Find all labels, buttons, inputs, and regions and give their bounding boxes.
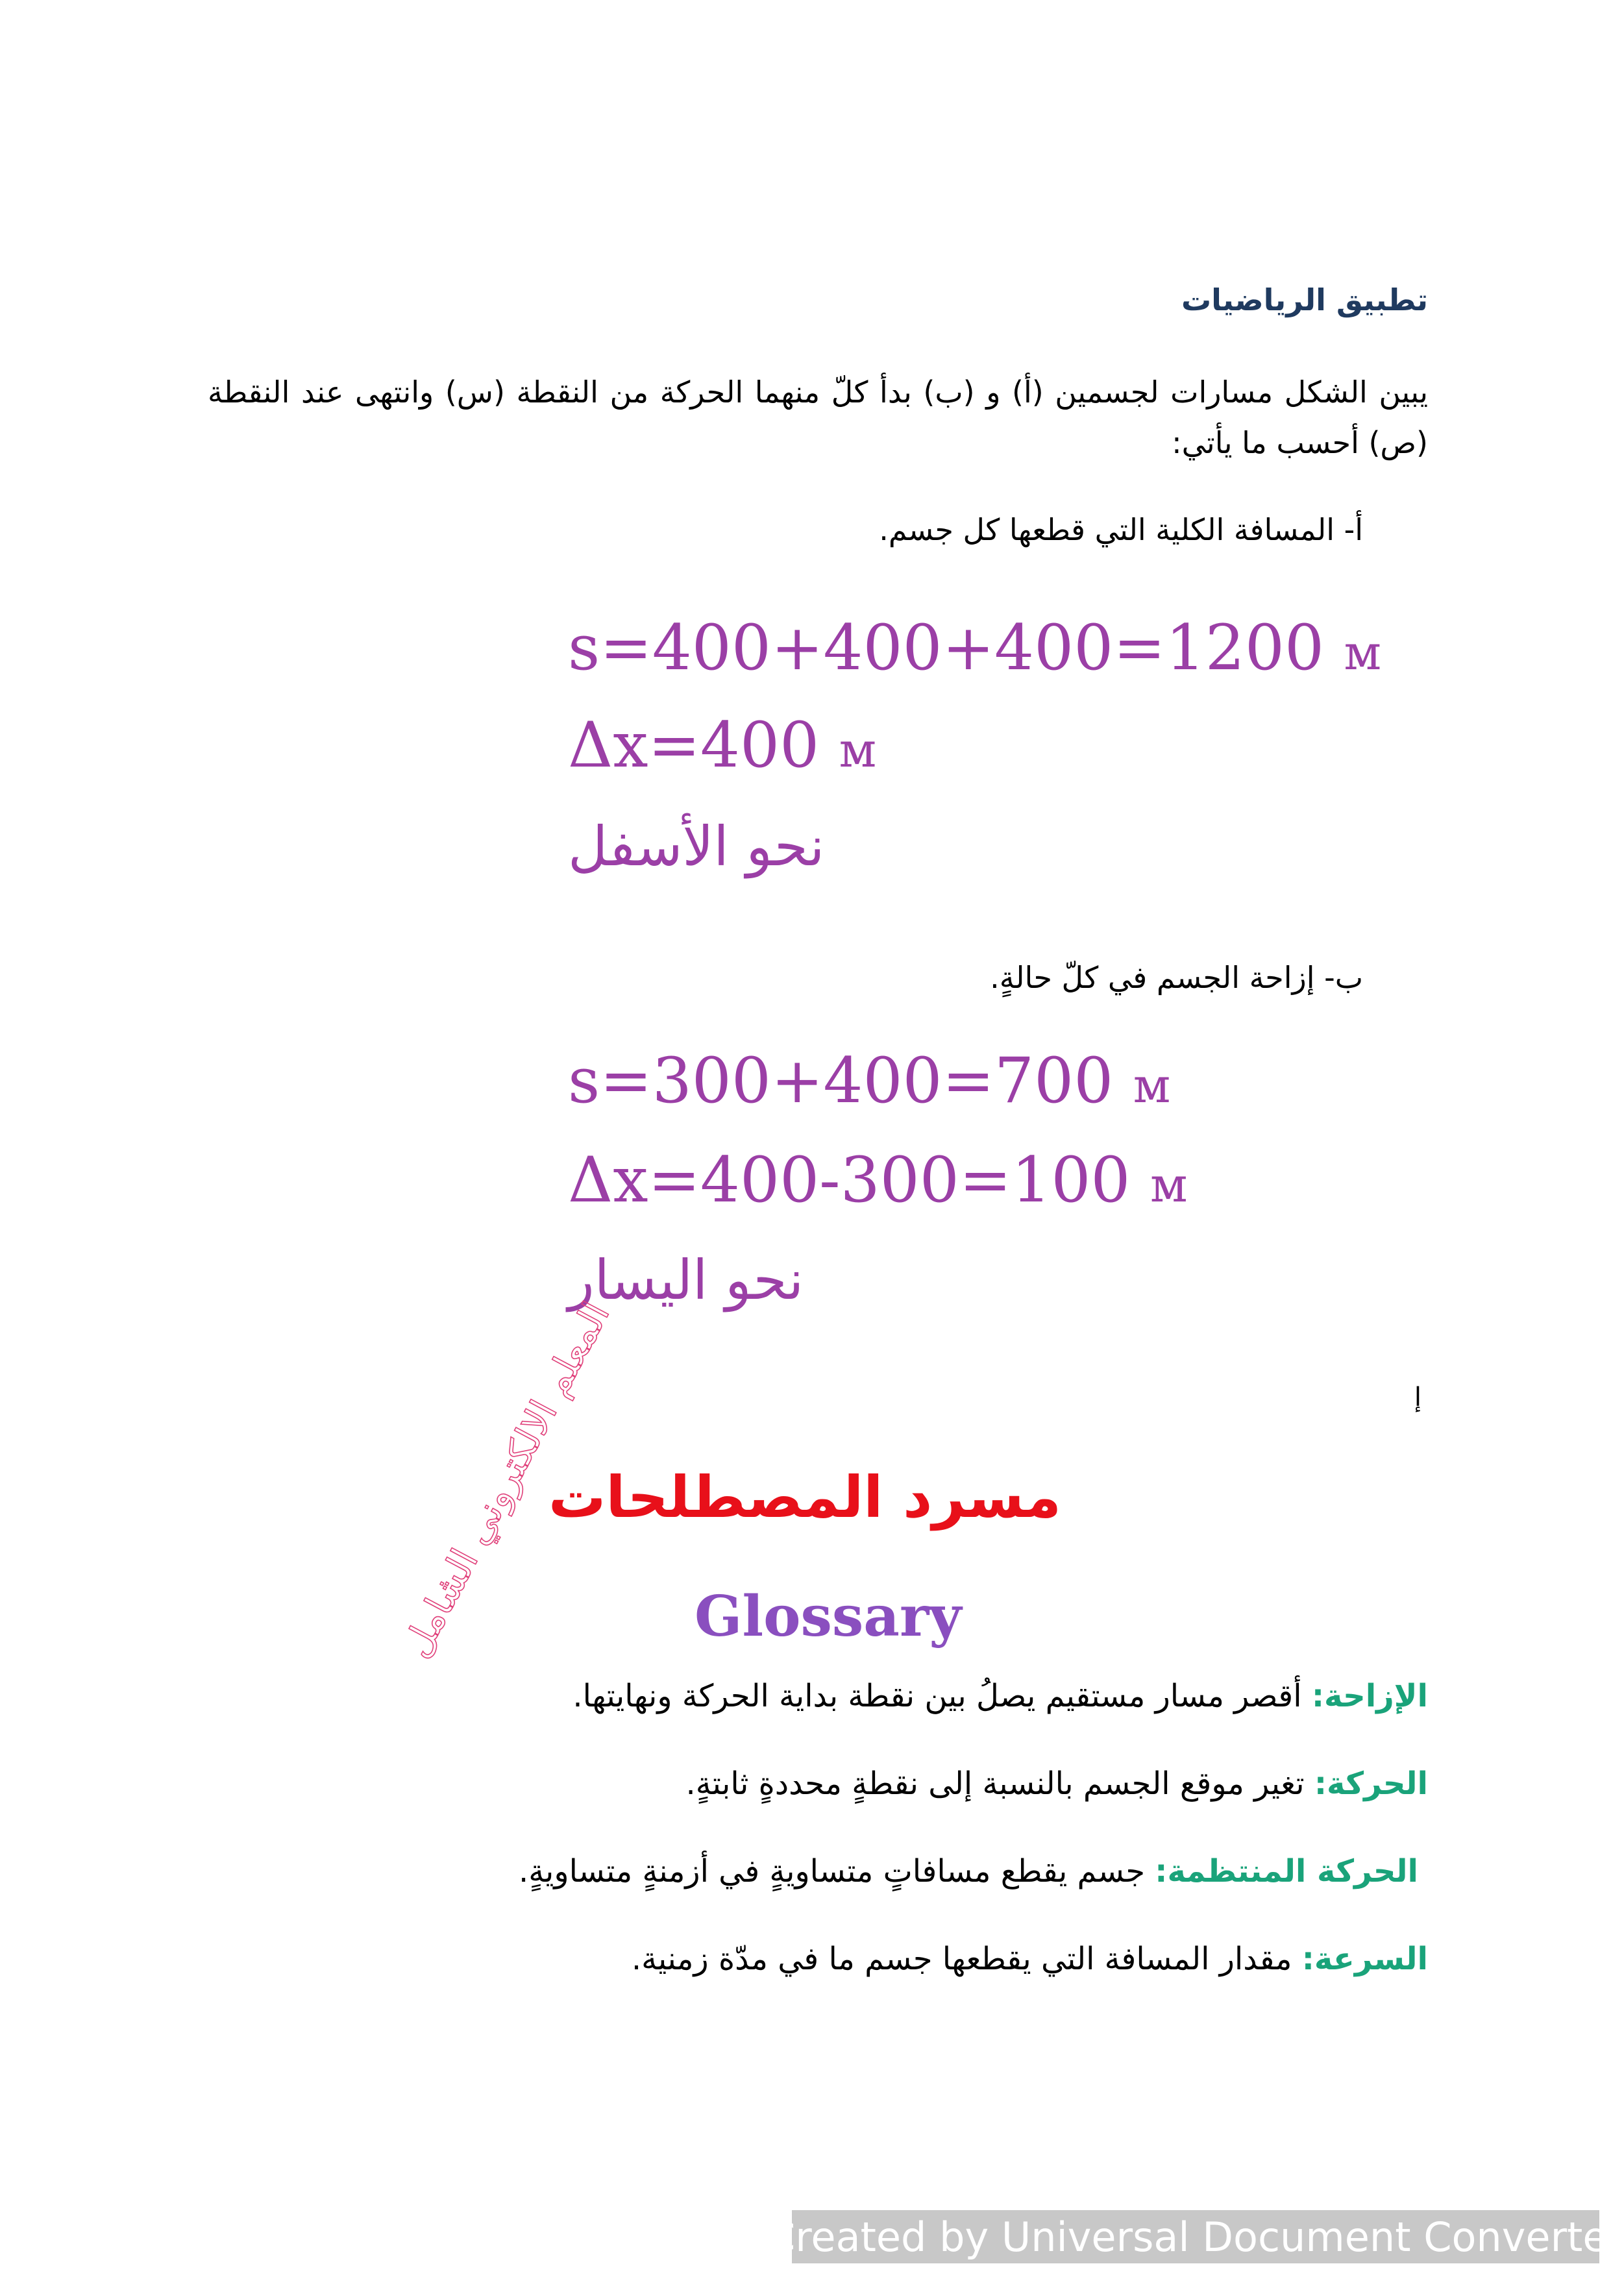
intro-paragraph: يبين الشكل مسارات لجسمين (أ) و (ب) بدأ كلّ منهما الحركة من النقطة (س) وانتهى عند النقطة (ص) أحسب ما يأتي: bbox=[208, 375, 1428, 460]
answer-a-displacement-value: Δx=400 bbox=[568, 709, 820, 782]
glossary-title-ar: مسرد المصطلحات bbox=[548, 1464, 1062, 1531]
term-motion bbox=[686, 1766, 1429, 1802]
term-definition: أقصر مسار مستقيم يصلُ بين نقطة بداية الحركة ونهايتها. bbox=[572, 1678, 1312, 1714]
term-definition: جسم يقطع مسافاتٍ متساويةٍ في أزمنةٍ متساويةٍ. bbox=[519, 1853, 1155, 1889]
answer-a-displacement-unit: м bbox=[839, 722, 877, 778]
question-a: أ- المسافة الكلية التي قطعها كل جسم. bbox=[879, 512, 1363, 547]
answer-b-displacement-value: Δx=400-300=100 bbox=[568, 1144, 1131, 1216]
answer-a-direction: نحو الأسفل bbox=[568, 815, 825, 878]
answer-b-distance-unit: м bbox=[1133, 1058, 1171, 1114]
footer-banner: Created by Universal Document Converter bbox=[792, 2210, 1599, 2263]
answer-a-distance-value: s=400+400+400=1200 bbox=[568, 611, 1325, 684]
term-definition: مقدار المسافة التي يقطعها جسم ما في مدّة زمنية. bbox=[631, 1941, 1302, 1977]
answer-b-displacement bbox=[568, 1144, 1188, 1216]
term-uniform-motion bbox=[519, 1853, 1418, 1889]
answer-a-displacement bbox=[568, 709, 877, 782]
glossary-title-en: Glossary bbox=[695, 1584, 962, 1649]
term-name: الإزاحة: bbox=[1311, 1678, 1428, 1714]
term-definition: تغير موقع الجسم بالنسبة إلى نقطةٍ محددةٍ ثابتةٍ. bbox=[685, 1766, 1314, 1802]
term-name: السرعة: bbox=[1301, 1941, 1428, 1977]
answer-b-distance bbox=[568, 1044, 1171, 1117]
watermark-text: المعلم الالكتروني الشامل bbox=[393, 1294, 619, 1665]
answer-b-displacement-unit: м bbox=[1150, 1157, 1188, 1213]
section-title: تطبيق الرياضيات bbox=[1181, 282, 1428, 317]
term-name: الحركة المنتظمة: bbox=[1155, 1853, 1418, 1889]
answer-a-distance bbox=[568, 611, 1382, 684]
term-name: الحركة: bbox=[1314, 1766, 1428, 1802]
term-speed bbox=[632, 1941, 1428, 1977]
question-b: ب- إزاحة الجسم في كلّ حالةٍ. bbox=[990, 960, 1363, 995]
answer-b-direction: نحو اليسار bbox=[568, 1248, 804, 1312]
stray-char: إ bbox=[1414, 1383, 1421, 1412]
answer-a-distance-unit: м bbox=[1344, 625, 1382, 681]
answer-b-distance-value: s=300+400=700 bbox=[568, 1044, 1114, 1117]
term-displacement bbox=[572, 1678, 1428, 1714]
